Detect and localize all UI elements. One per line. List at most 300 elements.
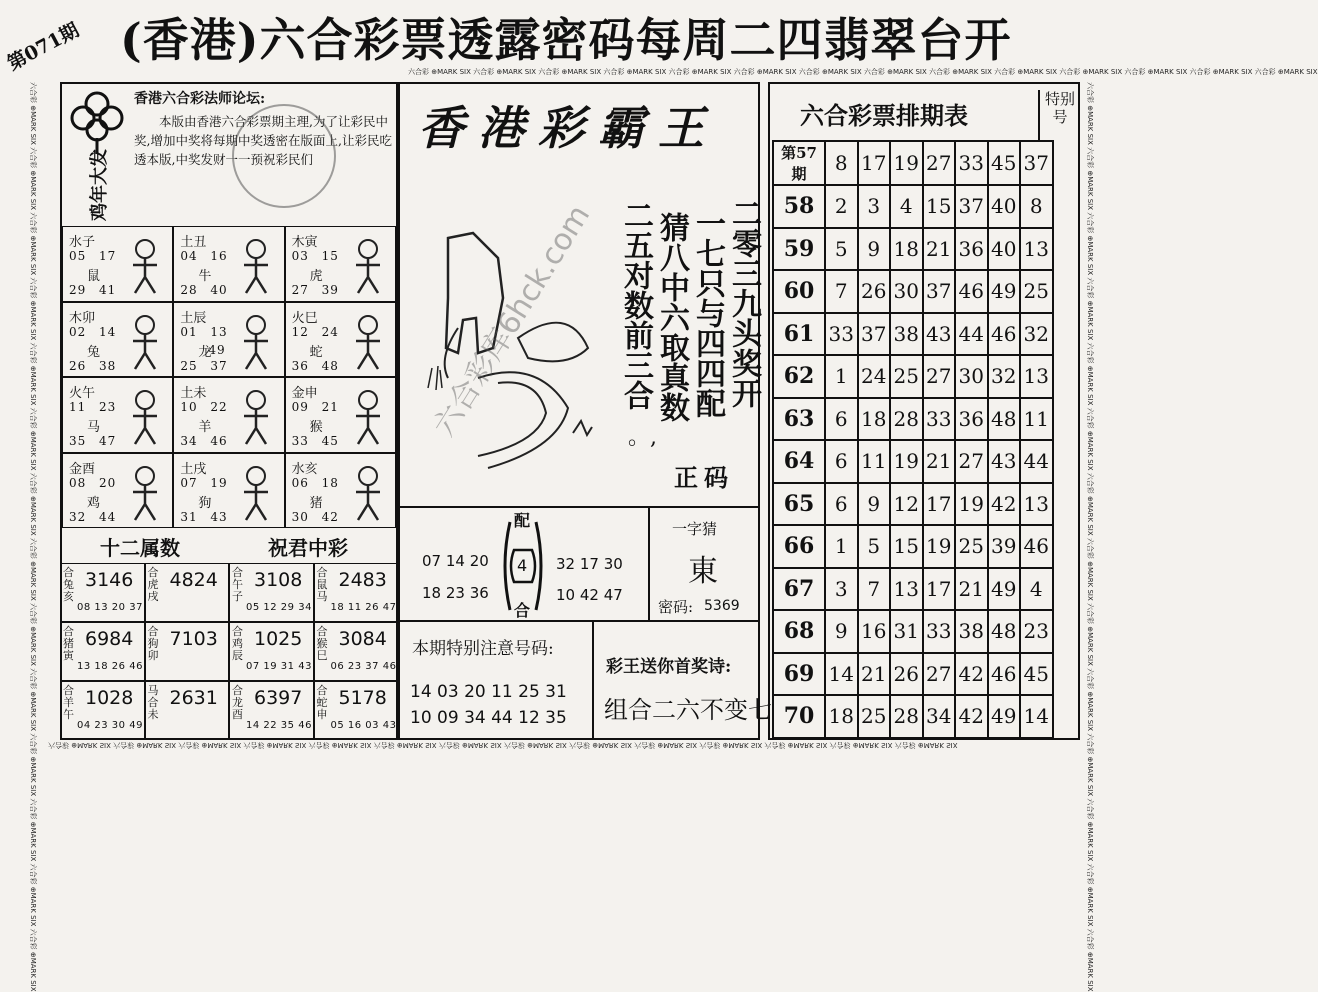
number-cell: 9 [858, 483, 891, 526]
number-cell: 49 [988, 568, 1021, 611]
zodiac-cell [62, 377, 173, 453]
number-cell: 1 [825, 525, 858, 568]
number-cell: 18 [890, 228, 923, 271]
zodiac-name: 火巳 [291, 310, 318, 326]
zodiac-num: 11 [69, 400, 87, 414]
special-number-cell: 25 [1020, 270, 1053, 313]
pair-numbers: 08 13 20 37 [77, 602, 143, 613]
number-cell: 19 [923, 525, 956, 568]
zodiac-cell [173, 226, 284, 302]
number-cell: 33 [955, 141, 988, 185]
number-cell: 38 [955, 610, 988, 653]
forum-title: 香港六合彩法师论坛: [134, 91, 266, 107]
pair-code: 3084 [338, 628, 387, 650]
number-cell: 21 [955, 568, 988, 611]
zodiac-animal: 虎 [309, 269, 323, 284]
zodiac-name: 火午 [69, 386, 96, 401]
number-cell: 27 [923, 141, 956, 185]
pair-numbers: 05 12 29 34 [246, 602, 312, 613]
zodiac-num: 14 [99, 324, 117, 339]
table-row [773, 141, 1053, 185]
cartoon-figure-icon [232, 388, 280, 455]
poem-col-2: 一七只与四四配 [690, 208, 725, 418]
number-cell: 19 [890, 440, 923, 483]
number-cell: 6 [825, 440, 858, 483]
pair-code: 6397 [254, 687, 303, 709]
special-line-2: 10 09 34 44 12 35 [410, 708, 567, 728]
table-row [773, 695, 1053, 738]
number-cell: 6 [825, 483, 858, 526]
special-number-cell: 11 [1020, 398, 1053, 441]
zodiac-num: 38 [99, 358, 117, 373]
period-cell: 58 [773, 185, 825, 228]
period-cell: 68 [773, 610, 825, 653]
cartoon-figure-icon [232, 464, 280, 531]
zodiac-num: 47 [99, 434, 117, 448]
zodiac-num: 29 [69, 283, 87, 297]
zodiac-num: 30 [291, 509, 309, 524]
table-row [773, 568, 1053, 611]
zodiac-cell [173, 302, 284, 378]
zodiac-num: 08 [69, 475, 87, 490]
cartoon-figure-icon [121, 237, 169, 304]
table-row [773, 610, 1053, 653]
number-cell: 18 [825, 695, 858, 738]
zodiac-num: 23 [99, 400, 117, 414]
period-cell: 59 [773, 228, 825, 271]
number-cell: 46 [988, 313, 1021, 356]
divider [592, 620, 594, 740]
pair-numbers: 04 23 30 49 [77, 720, 143, 731]
number-cell: 33 [923, 610, 956, 653]
banner-left: 十二属数 [100, 536, 180, 560]
number-cell: 19 [890, 141, 923, 185]
pair-label: 马合未 [147, 684, 159, 721]
pair-cell [145, 622, 230, 681]
number-cell: 48 [988, 398, 1021, 441]
cartoon-figure-icon [344, 313, 392, 380]
period-cell: 65 [773, 483, 825, 526]
number-cell: 18 [858, 398, 891, 441]
zodiac-animal: 猴 [309, 420, 323, 435]
zodiac-num: 07 [180, 475, 198, 490]
number-cell: 37 [858, 313, 891, 356]
zodiac-name: 土戌 [180, 461, 207, 477]
clover-logo [66, 86, 128, 156]
number-cell: 37 [923, 270, 956, 313]
number-cell: 33 [825, 313, 858, 356]
pei-left-nums-2: 18 23 36 [422, 584, 489, 602]
zodiac-cell [285, 302, 396, 378]
special-header-2: 号 [1052, 108, 1068, 126]
period-cell: 63 [773, 398, 825, 441]
number-cell: 42 [955, 695, 988, 738]
zodiac-cell [173, 377, 284, 453]
zodiac-num: 45 [321, 434, 339, 448]
divider [400, 620, 758, 622]
number-cell: 30 [955, 355, 988, 398]
side-slogan: 鸡年大发 [89, 149, 110, 221]
zodiac-name: 水子 [69, 235, 96, 250]
zodiac-num: 04 [180, 249, 198, 263]
number-cell: 34 [923, 695, 956, 738]
zodiac-num: 37 [210, 358, 228, 373]
number-cell: 9 [825, 610, 858, 653]
zodiac-num: 26 [69, 358, 87, 373]
pair-code: 3146 [85, 569, 134, 591]
pair-code: 5178 [338, 687, 387, 709]
special-title: 本期特别注意号码: [412, 639, 554, 659]
number-cell: 15 [890, 525, 923, 568]
table-row [773, 398, 1053, 441]
zhengma-label: 正码 [674, 463, 734, 492]
main-title: 香港彩霸王 [418, 101, 718, 155]
pei-right-nums-2: 10 42 47 [556, 586, 623, 604]
period-cell: 第57期 [773, 141, 825, 185]
period-cell: 61 [773, 313, 825, 356]
number-cell: 48 [988, 610, 1021, 653]
cartoon-figure-icon [344, 237, 392, 304]
poem-col-4-punct: 。, [628, 425, 657, 450]
table-row [773, 355, 1053, 398]
poem-col-1: 二零三九头奖开 [726, 198, 761, 408]
number-cell: 43 [923, 313, 956, 356]
number-cell: 4 [890, 185, 923, 228]
number-cell: 21 [923, 440, 956, 483]
special-number-cell: 8 [1020, 185, 1053, 228]
zodiac-animal: 马 [87, 420, 101, 435]
number-cell: 28 [890, 695, 923, 738]
pair-cell [60, 563, 145, 622]
pair-cell [314, 563, 399, 622]
cartoon-figure-icon [344, 388, 392, 455]
zodiac-num: 21 [321, 400, 339, 414]
number-cell: 46 [988, 653, 1021, 696]
pair-code: 7103 [169, 628, 218, 650]
zodiac-num: 41 [99, 283, 117, 297]
number-cell: 42 [988, 483, 1021, 526]
pair-label: 合猪寅 [63, 625, 74, 662]
number-cell: 33 [923, 398, 956, 441]
number-cell: 15 [923, 185, 956, 228]
pair-cell [229, 563, 314, 622]
pair-numbers: 06 23 37 46 [330, 661, 397, 672]
pair-label: 合龙酉 [232, 684, 243, 721]
zodiac-name: 土未 [180, 386, 207, 401]
pair-numbers: 05 16 03 43 [330, 720, 397, 731]
pair-cell [145, 681, 230, 740]
zodiac-num: 12 [291, 324, 309, 339]
pair-code: 1025 [254, 628, 303, 650]
zodiac-num: 44 [99, 509, 117, 524]
zodiac-num: 48 [321, 358, 339, 373]
period-cell: 60 [773, 270, 825, 313]
table-row [773, 228, 1053, 271]
banner-right: 祝君中彩 [268, 536, 348, 560]
number-cell: 9 [858, 228, 891, 271]
number-cell: 25 [858, 695, 891, 738]
special-number-cell: 13 [1020, 228, 1053, 271]
pair-label: 合猴巳 [316, 625, 328, 662]
zodiac-num: 36 [291, 358, 309, 373]
number-cell: 27 [955, 440, 988, 483]
zodiac-cell [173, 453, 284, 529]
number-cell: 19 [955, 483, 988, 526]
schedule-table [772, 140, 1054, 739]
issue-number: 第071期 [3, 19, 83, 75]
pair-cell [314, 681, 399, 740]
number-cell: 43 [988, 440, 1021, 483]
cartoon-figure-icon [121, 313, 169, 380]
number-cell: 17 [923, 483, 956, 526]
zodiac-num: 09 [291, 400, 309, 414]
number-cell: 26 [890, 653, 923, 696]
number-cell: 26 [858, 270, 891, 313]
cartoon-figure-icon [344, 464, 392, 531]
number-cell: 49 [988, 695, 1021, 738]
divider [400, 506, 758, 508]
zodiac-num: 28 [180, 283, 198, 297]
number-cell: 12 [890, 483, 923, 526]
special-number-cell: 14 [1020, 695, 1053, 738]
pairs-grid [60, 563, 398, 740]
zodiac-num: 40 [210, 283, 228, 297]
pei-top: 配 [514, 511, 531, 530]
zodiac-name: 木寅 [291, 235, 318, 250]
number-cell: 25 [955, 525, 988, 568]
number-cell: 32 [988, 355, 1021, 398]
poem-text: 组合二六不变七 [604, 696, 772, 724]
pair-code: 3108 [254, 569, 303, 591]
pei-right-nums-1: 32 17 30 [556, 555, 623, 573]
zodiac-name: 土辰 [180, 310, 207, 326]
zodiac-num: 16 [210, 249, 228, 263]
pair-code: 6984 [85, 628, 134, 650]
forum-body: 本版由香港六合彩票期主理,为了让彩民中奖,增加中奖将每期中奖透密在版面上,让彩民吃透本版,中奖发财一一预祝彩民们 [134, 114, 392, 167]
zodiac-num: 27 [291, 283, 309, 297]
zodiac-num: 31 [180, 509, 198, 524]
zodiac-name: 金酉 [69, 461, 96, 477]
poem-col-3: 猜八中六取真数 [654, 212, 689, 422]
pei-number: 4 [517, 556, 528, 575]
number-cell: 24 [858, 355, 891, 398]
pair-code: 2631 [169, 687, 218, 709]
divider [648, 506, 650, 620]
zodiac-animal: 兔 [87, 344, 101, 360]
number-cell: 3 [858, 185, 891, 228]
zodiac-num: 15 [321, 249, 339, 263]
page-headline: (香港)六合彩票透露密码每周二四翡翠台开 [120, 13, 1012, 67]
number-cell: 5 [858, 525, 891, 568]
zodiac-num: 06 [291, 475, 309, 490]
number-cell: 40 [988, 228, 1021, 271]
schedule-title: 六合彩票排期表 [800, 101, 968, 130]
pair-label: 合虎戌 [147, 566, 159, 603]
number-cell: 37 [955, 185, 988, 228]
number-cell: 36 [955, 228, 988, 271]
number-cell: 45 [988, 141, 1021, 185]
number-cell: 21 [923, 228, 956, 271]
number-cell: 25 [890, 355, 923, 398]
period-cell: 64 [773, 440, 825, 483]
zodiac-num: 43 [210, 509, 228, 524]
zodiac-cell [285, 453, 396, 529]
zodiac-name: 土丑 [180, 235, 207, 250]
pair-code: 4824 [169, 569, 218, 591]
zodiac-num: 22 [210, 400, 228, 414]
special-header-1: 特别 [1044, 90, 1075, 108]
special-number-cell: 32 [1020, 313, 1053, 356]
left-mark-strip: 六合彩 ⊕MARK SIX 六合彩 ⊕MARK SIX 六合彩 ⊕MARK SIX 六合彩 ⊕MARK SIX 六合彩 ⊕MARK SIX 六合彩 ⊕MARK SIX 六合彩 ⊕MARK SIX 六合彩 ⊕MARK SIX 六合彩 ⊕MARK SIX 六合彩 ⊕MARK SIX 六合彩 ⊕MARK SIX 六合彩 ⊕MARK SIX 六合彩 ⊕MARK SIX 六合彩 ⊕MARK SIX [29, 82, 37, 992]
guess-char: 東 [688, 554, 718, 589]
pair-cell [229, 681, 314, 740]
number-cell: 7 [858, 568, 891, 611]
number-cell: 39 [988, 525, 1021, 568]
period-cell: 66 [773, 525, 825, 568]
number-cell: 6 [825, 398, 858, 441]
zodiac-cell [62, 302, 173, 378]
number-cell: 31 [890, 610, 923, 653]
number-cell: 7 [825, 270, 858, 313]
pair-cell [60, 622, 145, 681]
top-mark-strip: 六合彩 ⊕MARK SIX 六合彩 ⊕MARK SIX 六合彩 ⊕MARK SIX 六合彩 ⊕MARK SIX 六合彩 ⊕MARK SIX 六合彩 ⊕MARK SIX 六合彩 ⊕MARK SIX 六合彩 ⊕MARK SIX 六合彩 ⊕MARK SIX 六合彩 ⊕MARK SIX 六合彩 ⊕MARK SIX 六合彩 ⊕MARK SIX 六合彩 ⊕MARK SIX 六合彩 ⊕MARK SIX [408, 68, 1318, 76]
number-cell: 21 [858, 653, 891, 696]
zodiac-cell [62, 226, 173, 302]
pair-numbers: 13 18 26 46 [77, 661, 143, 672]
table-row [773, 525, 1053, 568]
special-number-cell: 44 [1020, 440, 1053, 483]
zodiac-num: 03 [291, 249, 309, 263]
zodiac-animal: 猪 [309, 495, 323, 511]
number-cell: 8 [825, 141, 858, 185]
poem-col-4: 二五对数前三合 [618, 200, 653, 410]
zodiac-num: 35 [69, 434, 87, 448]
zodiac-name: 木卯 [69, 310, 96, 326]
number-cell: 1 [825, 355, 858, 398]
table-row [773, 653, 1053, 696]
number-cell: 17 [858, 141, 891, 185]
pair-label: 合兔亥 [63, 566, 74, 603]
table-row [773, 270, 1053, 313]
number-cell: 2 [825, 185, 858, 228]
cartoon-figure-icon [232, 313, 280, 380]
number-cell: 3 [825, 568, 858, 611]
special-number-cell: 4 [1020, 568, 1053, 611]
zodiac-grid [62, 226, 396, 528]
zodiac-num: 25 [180, 358, 198, 373]
password-value: 5369 [704, 598, 740, 614]
number-cell: 44 [955, 313, 988, 356]
pair-label: 合羊午 [63, 684, 74, 721]
bottom-mark-strip: 六合彩 ⊕MARK SIX 六合彩 ⊕MARK SIX 六合彩 ⊕MARK SIX 六合彩 ⊕MARK SIX 六合彩 ⊕MARK SIX 六合彩 ⊕MARK SIX 六合彩 ⊕MARK SIX 六合彩 ⊕MARK SIX 六合彩 ⊕MARK SIX 六合彩 ⊕MARK SIX 六合彩 ⊕MARK SIX 六合彩 ⊕MARK SIX 六合彩 ⊕MARK SIX 六合彩 ⊕MARK SIX [48, 741, 958, 749]
pair-numbers: 07 19 31 43 [246, 661, 312, 672]
zodiac-cell [285, 377, 396, 453]
special-header [1038, 90, 1080, 140]
pair-label: 合鸡辰 [232, 625, 243, 662]
zodiac-name: 水亥 [291, 461, 318, 477]
zodiac-num: 33 [291, 434, 309, 448]
special-line-1: 14 03 20 11 25 31 [410, 682, 567, 702]
zodiac-animal: 蛇 [309, 344, 323, 360]
zodiac-cell [285, 226, 396, 302]
zodiac-animal: 牛 [198, 269, 212, 284]
pair-cell [229, 622, 314, 681]
password-label: 密码: [658, 598, 694, 616]
zodiac-num: 10 [180, 400, 198, 414]
zodiac-name: 金申 [291, 386, 318, 401]
number-cell: 14 [825, 653, 858, 696]
pair-cell [60, 681, 145, 740]
number-cell: 5 [825, 228, 858, 271]
pei-left-nums-1: 07 14 20 [422, 552, 489, 570]
table-row [773, 313, 1053, 356]
table-row [773, 440, 1053, 483]
zodiac-num: 19 [210, 475, 228, 490]
period-cell: 69 [773, 653, 825, 696]
zodiac-num: 24 [321, 324, 339, 339]
number-cell: 46 [955, 270, 988, 313]
zodiac-num: 02 [69, 324, 87, 339]
pair-code: 1028 [85, 687, 134, 709]
watermark: 六合彩库6hck.com [426, 199, 598, 443]
special-number-cell: 13 [1020, 483, 1053, 526]
cartoon-figure-icon [232, 237, 280, 304]
pair-label: 合鼠马 [316, 566, 328, 603]
pei-bottom: 合 [514, 601, 531, 620]
pair-cell [314, 622, 399, 681]
special-number-cell: 45 [1020, 653, 1053, 696]
number-cell: 13 [890, 568, 923, 611]
number-cell: 36 [955, 398, 988, 441]
zodiac-num: 46 [210, 434, 228, 448]
number-cell: 27 [923, 355, 956, 398]
special-number-cell: 23 [1020, 610, 1053, 653]
zodiac-num: 42 [321, 509, 339, 524]
zodiac-num: 17 [99, 249, 117, 263]
zodiac-num: 49 [208, 342, 226, 357]
zodiac-num: 39 [321, 283, 339, 297]
number-cell: 38 [890, 313, 923, 356]
zodiac-animal: 羊 [198, 420, 212, 435]
pair-numbers: 18 11 26 47 [330, 602, 397, 613]
period-cell: 70 [773, 695, 825, 738]
zodiac-animal: 鸡 [87, 495, 101, 511]
stamp-seal [232, 104, 336, 208]
number-cell: 17 [923, 568, 956, 611]
cartoon-figure-icon [121, 388, 169, 455]
zodiac-cell [62, 453, 173, 529]
number-cell: 16 [858, 610, 891, 653]
zodiac-num: 18 [321, 475, 339, 490]
pair-numbers: 14 22 35 46 [246, 720, 312, 731]
table-row [773, 483, 1053, 526]
special-number-cell: 37 [1020, 141, 1053, 185]
zodiac-num: 20 [99, 475, 117, 490]
number-cell: 11 [858, 440, 891, 483]
special-number-cell: 13 [1020, 355, 1053, 398]
zodiac-animal: 鼠 [87, 269, 101, 284]
pair-code: 2483 [338, 569, 387, 591]
number-cell: 28 [890, 398, 923, 441]
cartoon-figure-icon [121, 464, 169, 531]
period-cell: 67 [773, 568, 825, 611]
number-cell: 49 [988, 270, 1021, 313]
number-cell: 40 [988, 185, 1021, 228]
poem-title: 彩王送你首奖诗: [606, 657, 732, 677]
period-cell: 62 [773, 355, 825, 398]
zodiac-num: 13 [210, 324, 228, 339]
right-mark-strip: 六合彩 ⊕MARK SIX 六合彩 ⊕MARK SIX 六合彩 ⊕MARK SIX 六合彩 ⊕MARK SIX 六合彩 ⊕MARK SIX 六合彩 ⊕MARK SIX 六合彩 ⊕MARK SIX 六合彩 ⊕MARK SIX 六合彩 ⊕MARK SIX 六合彩 ⊕MARK SIX 六合彩 ⊕MARK SIX 六合彩 ⊕MARK SIX 六合彩 ⊕MARK SIX 六合彩 ⊕MARK SIX [1086, 82, 1094, 992]
